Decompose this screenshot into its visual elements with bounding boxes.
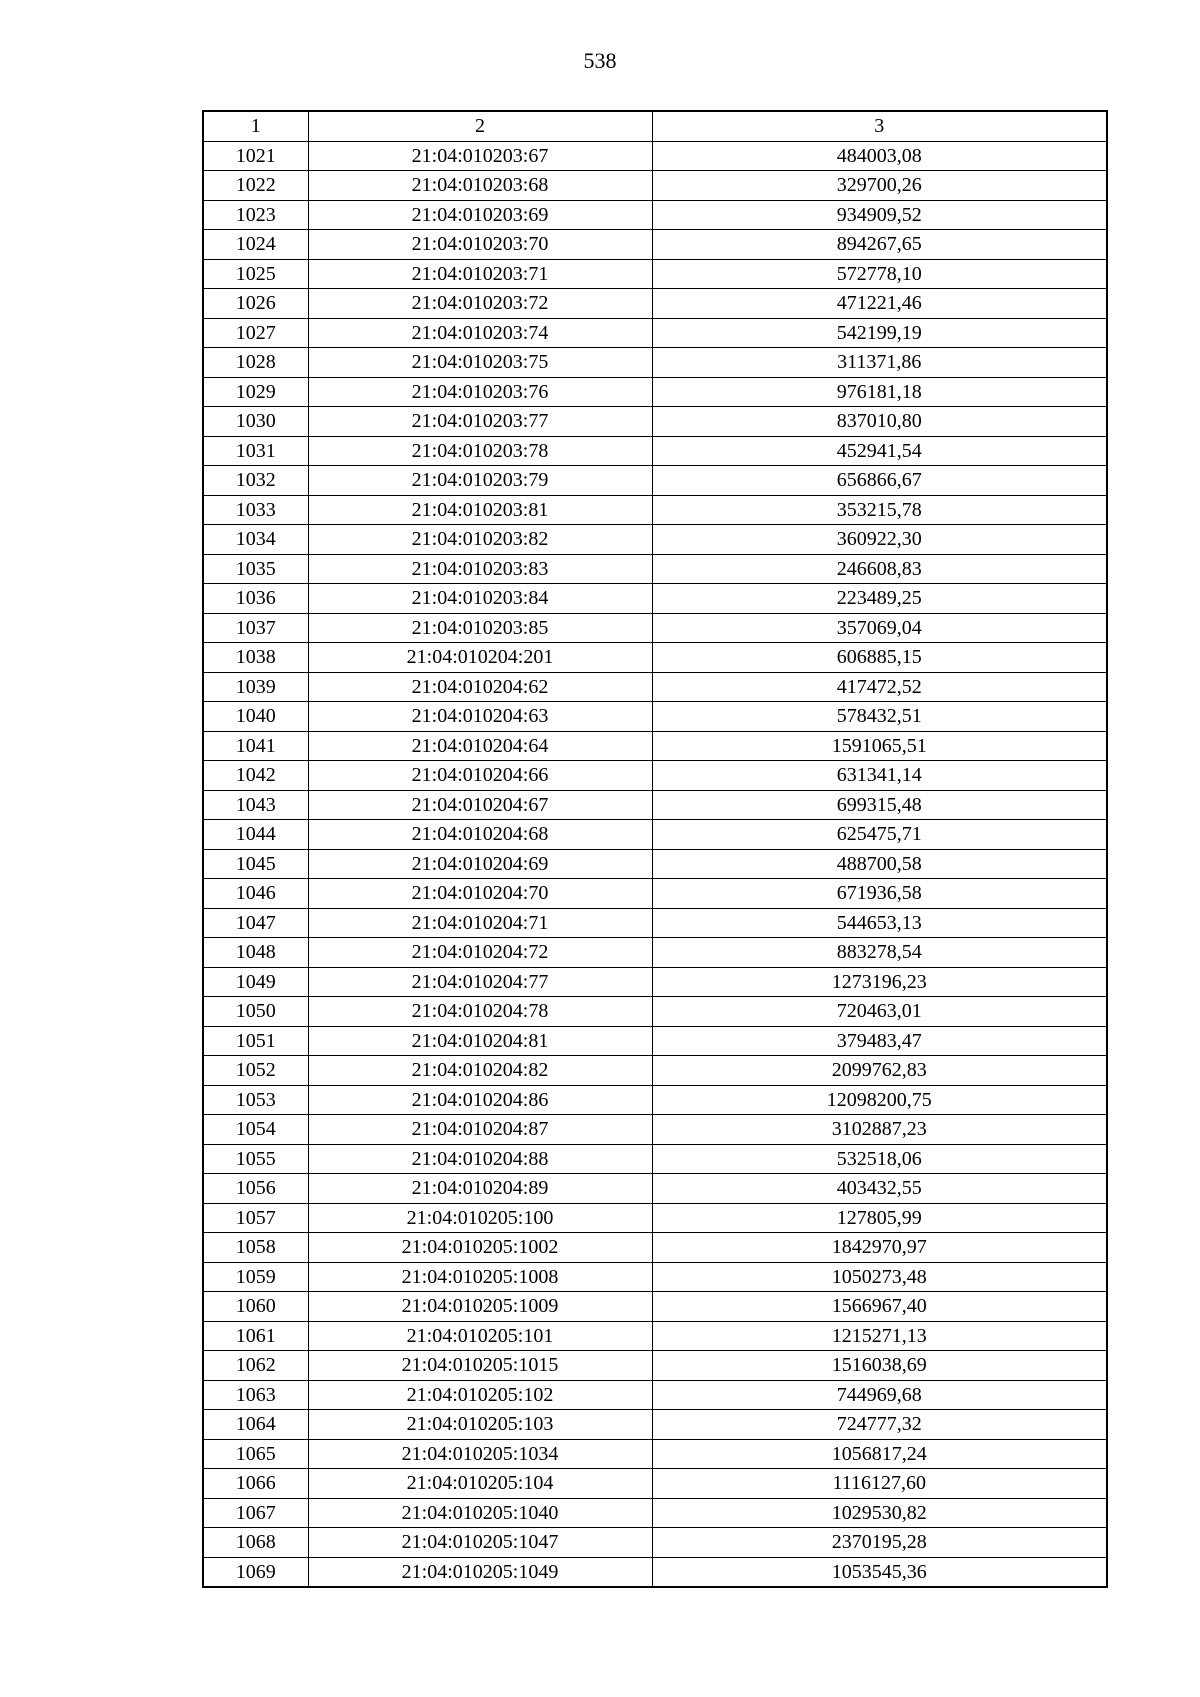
row-number-cell: 1055 — [203, 1144, 308, 1174]
row-number-cell: 1033 — [203, 495, 308, 525]
table-row — [203, 613, 1107, 643]
row-number-cell: 1062 — [203, 1351, 308, 1381]
row-number-cell: 1051 — [203, 1026, 308, 1056]
row-number-cell: 1063 — [203, 1380, 308, 1410]
column-header-1: 1 — [203, 111, 308, 141]
row-number-cell: 1049 — [203, 967, 308, 997]
table-row — [203, 1115, 1107, 1145]
value-cell: 379483,47 — [652, 1026, 1107, 1056]
page-number: 538 — [583, 48, 617, 73]
row-number-cell: 1052 — [203, 1056, 308, 1086]
value-cell: 3102887,23 — [652, 1115, 1107, 1145]
cadastral-number-cell: 21:04:010205:101 — [308, 1321, 652, 1351]
cadastral-number-cell: 21:04:010204:89 — [308, 1174, 652, 1204]
table-row — [203, 318, 1107, 348]
value-cell: 12098200,75 — [652, 1085, 1107, 1115]
table-row — [203, 377, 1107, 407]
table-row — [203, 436, 1107, 466]
cadastral-number-cell: 21:04:010204:69 — [308, 849, 652, 879]
row-number-cell: 1068 — [203, 1528, 308, 1558]
value-cell: 2099762,83 — [652, 1056, 1107, 1086]
table-row — [203, 1321, 1107, 1351]
value-cell: 671936,58 — [652, 879, 1107, 909]
table-body — [203, 141, 1107, 1587]
cadastral-number-cell: 21:04:010204:72 — [308, 938, 652, 968]
cadastral-number-cell: 21:04:010204:77 — [308, 967, 652, 997]
value-cell: 699315,48 — [652, 790, 1107, 820]
table-row — [203, 289, 1107, 319]
table-row — [203, 1380, 1107, 1410]
cadastral-number-cell: 21:04:010204:67 — [308, 790, 652, 820]
cadastral-number-cell: 21:04:010203:75 — [308, 348, 652, 378]
cadastral-number-cell: 21:04:010204:68 — [308, 820, 652, 850]
row-number-cell: 1053 — [203, 1085, 308, 1115]
value-cell: 631341,14 — [652, 761, 1107, 791]
table-row — [203, 1174, 1107, 1204]
row-number-cell: 1027 — [203, 318, 308, 348]
cadastral-number-cell: 21:04:010205:1008 — [308, 1262, 652, 1292]
row-number-cell: 1031 — [203, 436, 308, 466]
row-number-cell: 1047 — [203, 908, 308, 938]
table-row — [203, 761, 1107, 791]
value-cell: 894267,65 — [652, 230, 1107, 260]
table-row — [203, 171, 1107, 201]
row-number-cell: 1060 — [203, 1292, 308, 1322]
table-row — [203, 466, 1107, 496]
table-row — [203, 790, 1107, 820]
row-number-cell: 1035 — [203, 554, 308, 584]
value-cell: 417472,52 — [652, 672, 1107, 702]
cadastral-number-cell: 21:04:010205:1009 — [308, 1292, 652, 1322]
row-number-cell: 1036 — [203, 584, 308, 614]
cadastral-number-cell: 21:04:010205:103 — [308, 1410, 652, 1440]
table-header — [203, 111, 1107, 141]
row-number-cell: 1039 — [203, 672, 308, 702]
cadastral-number-cell: 21:04:010204:82 — [308, 1056, 652, 1086]
value-cell: 976181,18 — [652, 377, 1107, 407]
cadastral-number-cell: 21:04:010204:64 — [308, 731, 652, 761]
cadastral-number-cell: 21:04:010204:201 — [308, 643, 652, 673]
table-row — [203, 820, 1107, 850]
value-cell: 625475,71 — [652, 820, 1107, 850]
row-number-cell: 1026 — [203, 289, 308, 319]
row-number-cell: 1050 — [203, 997, 308, 1027]
row-number-cell: 1021 — [203, 141, 308, 171]
table-row — [203, 1557, 1107, 1587]
table-row — [203, 997, 1107, 1027]
value-cell: 720463,01 — [652, 997, 1107, 1027]
table-row — [203, 1292, 1107, 1322]
value-cell: 360922,30 — [652, 525, 1107, 555]
row-number-cell: 1064 — [203, 1410, 308, 1440]
row-number-cell: 1066 — [203, 1469, 308, 1499]
row-number-cell: 1028 — [203, 348, 308, 378]
value-cell: 744969,68 — [652, 1380, 1107, 1410]
value-cell: 1053545,36 — [652, 1557, 1107, 1587]
cadastral-number-cell: 21:04:010203:68 — [308, 171, 652, 201]
row-number-cell: 1046 — [203, 879, 308, 909]
cadastral-number-cell: 21:04:010205:1015 — [308, 1351, 652, 1381]
cadastral-number-cell: 21:04:010203:79 — [308, 466, 652, 496]
cadastral-number-cell: 21:04:010204:88 — [308, 1144, 652, 1174]
value-cell: 1056817,24 — [652, 1439, 1107, 1469]
table-row — [203, 554, 1107, 584]
cadastral-number-cell: 21:04:010205:100 — [308, 1203, 652, 1233]
table-row — [203, 1469, 1107, 1499]
table-row — [203, 584, 1107, 614]
value-cell: 1215271,13 — [652, 1321, 1107, 1351]
value-cell: 1050273,48 — [652, 1262, 1107, 1292]
cadastral-number-cell: 21:04:010204:70 — [308, 879, 652, 909]
row-number-cell: 1024 — [203, 230, 308, 260]
value-cell: 883278,54 — [652, 938, 1107, 968]
row-number-cell: 1059 — [203, 1262, 308, 1292]
cadastral-number-cell: 21:04:010204:86 — [308, 1085, 652, 1115]
cadastral-number-cell: 21:04:010204:63 — [308, 702, 652, 732]
table-row — [203, 643, 1107, 673]
value-cell: 606885,15 — [652, 643, 1107, 673]
value-cell: 1591065,51 — [652, 731, 1107, 761]
cadastral-number-cell: 21:04:010204:62 — [308, 672, 652, 702]
cadastral-number-cell: 21:04:010204:78 — [308, 997, 652, 1027]
cadastral-number-cell: 21:04:010203:81 — [308, 495, 652, 525]
table-row — [203, 407, 1107, 437]
value-cell: 656866,67 — [652, 466, 1107, 496]
value-cell: 578432,51 — [652, 702, 1107, 732]
cadastral-number-cell: 21:04:010205:1047 — [308, 1528, 652, 1558]
cadastral-number-cell: 21:04:010204:81 — [308, 1026, 652, 1056]
cadastral-number-cell: 21:04:010203:84 — [308, 584, 652, 614]
value-cell: 311371,86 — [652, 348, 1107, 378]
row-number-cell: 1042 — [203, 761, 308, 791]
cadastral-number-cell: 21:04:010203:71 — [308, 259, 652, 289]
cadastral-number-cell: 21:04:010203:70 — [308, 230, 652, 260]
row-number-cell: 1067 — [203, 1498, 308, 1528]
value-cell: 2370195,28 — [652, 1528, 1107, 1558]
row-number-cell: 1065 — [203, 1439, 308, 1469]
value-cell: 724777,32 — [652, 1410, 1107, 1440]
table-row — [203, 731, 1107, 761]
row-number-cell: 1034 — [203, 525, 308, 555]
row-number-cell: 1040 — [203, 702, 308, 732]
header-row — [203, 111, 1107, 141]
table-row — [203, 849, 1107, 879]
cadastral-number-cell: 21:04:010204:87 — [308, 1115, 652, 1145]
cadastral-number-cell: 21:04:010203:72 — [308, 289, 652, 319]
cadastral-number-cell: 21:04:010205:102 — [308, 1380, 652, 1410]
table-row — [203, 879, 1107, 909]
table-row — [203, 259, 1107, 289]
table-row — [203, 1203, 1107, 1233]
value-cell: 403432,55 — [652, 1174, 1107, 1204]
row-number-cell: 1043 — [203, 790, 308, 820]
table-row — [203, 908, 1107, 938]
row-number-cell: 1056 — [203, 1174, 308, 1204]
row-number-cell: 1041 — [203, 731, 308, 761]
value-cell: 544653,13 — [652, 908, 1107, 938]
value-cell: 1029530,82 — [652, 1498, 1107, 1528]
value-cell: 452941,54 — [652, 436, 1107, 466]
value-cell: 1116127,60 — [652, 1469, 1107, 1499]
table-row — [203, 141, 1107, 171]
row-number-cell: 1037 — [203, 613, 308, 643]
value-cell: 542199,19 — [652, 318, 1107, 348]
value-cell: 329700,26 — [652, 171, 1107, 201]
table-row — [203, 1498, 1107, 1528]
row-number-cell: 1029 — [203, 377, 308, 407]
cadastral-number-cell: 21:04:010205:104 — [308, 1469, 652, 1499]
cadastral-number-cell: 21:04:010203:69 — [308, 200, 652, 230]
row-number-cell: 1069 — [203, 1557, 308, 1587]
table-row — [203, 1262, 1107, 1292]
row-number-cell: 1048 — [203, 938, 308, 968]
value-cell: 934909,52 — [652, 200, 1107, 230]
cadastral-number-cell: 21:04:010203:78 — [308, 436, 652, 466]
cadastral-number-cell: 21:04:010205:1034 — [308, 1439, 652, 1469]
column-header-3: 3 — [652, 111, 1107, 141]
row-number-cell: 1022 — [203, 171, 308, 201]
cadastral-number-cell: 21:04:010203:85 — [308, 613, 652, 643]
table-row — [203, 230, 1107, 260]
row-number-cell: 1044 — [203, 820, 308, 850]
value-cell: 484003,08 — [652, 141, 1107, 171]
value-cell: 1516038,69 — [652, 1351, 1107, 1381]
value-cell: 1566967,40 — [652, 1292, 1107, 1322]
table-row — [203, 1144, 1107, 1174]
table-row — [203, 1439, 1107, 1469]
table-row — [203, 1026, 1107, 1056]
row-number-cell: 1054 — [203, 1115, 308, 1145]
table-row — [203, 1410, 1107, 1440]
table-row — [203, 1085, 1107, 1115]
cadastral-number-cell: 21:04:010205:1002 — [308, 1233, 652, 1263]
cadastral-number-cell: 21:04:010203:74 — [308, 318, 652, 348]
column-header-2: 2 — [308, 111, 652, 141]
value-cell: 532518,06 — [652, 1144, 1107, 1174]
value-cell: 471221,46 — [652, 289, 1107, 319]
table-row — [203, 1233, 1107, 1263]
cadastral-number-cell: 21:04:010203:83 — [308, 554, 652, 584]
value-cell: 357069,04 — [652, 613, 1107, 643]
value-cell: 353215,78 — [652, 495, 1107, 525]
cadastral-number-cell: 21:04:010203:76 — [308, 377, 652, 407]
table-row — [203, 1528, 1107, 1558]
row-number-cell: 1030 — [203, 407, 308, 437]
cadastral-number-cell: 21:04:010204:66 — [308, 761, 652, 791]
value-cell: 488700,58 — [652, 849, 1107, 879]
row-number-cell: 1058 — [203, 1233, 308, 1263]
row-number-cell: 1045 — [203, 849, 308, 879]
table-row — [203, 348, 1107, 378]
value-cell: 246608,83 — [652, 554, 1107, 584]
value-cell: 127805,99 — [652, 1203, 1107, 1233]
value-cell: 572778,10 — [652, 259, 1107, 289]
table-row — [203, 495, 1107, 525]
cadastral-number-cell: 21:04:010205:1049 — [308, 1557, 652, 1587]
table-row — [203, 525, 1107, 555]
table-row — [203, 1056, 1107, 1086]
table-row — [203, 1351, 1107, 1381]
value-cell: 1273196,23 — [652, 967, 1107, 997]
table-row — [203, 702, 1107, 732]
value-cell: 837010,80 — [652, 407, 1107, 437]
row-number-cell: 1023 — [203, 200, 308, 230]
value-cell: 1842970,97 — [652, 1233, 1107, 1263]
row-number-cell: 1025 — [203, 259, 308, 289]
table-row — [203, 938, 1107, 968]
table-row — [203, 200, 1107, 230]
row-number-cell: 1038 — [203, 643, 308, 673]
cadastral-number-cell: 21:04:010204:71 — [308, 908, 652, 938]
cadastral-number-cell: 21:04:010205:1040 — [308, 1498, 652, 1528]
row-number-cell: 1061 — [203, 1321, 308, 1351]
cadastral-number-cell: 21:04:010203:67 — [308, 141, 652, 171]
table-row — [203, 967, 1107, 997]
row-number-cell: 1057 — [203, 1203, 308, 1233]
cadastral-number-cell: 21:04:010203:77 — [308, 407, 652, 437]
table-row — [203, 672, 1107, 702]
data-table — [202, 110, 1108, 1588]
cadastral-number-cell: 21:04:010203:82 — [308, 525, 652, 555]
value-cell: 223489,25 — [652, 584, 1107, 614]
row-number-cell: 1032 — [203, 466, 308, 496]
